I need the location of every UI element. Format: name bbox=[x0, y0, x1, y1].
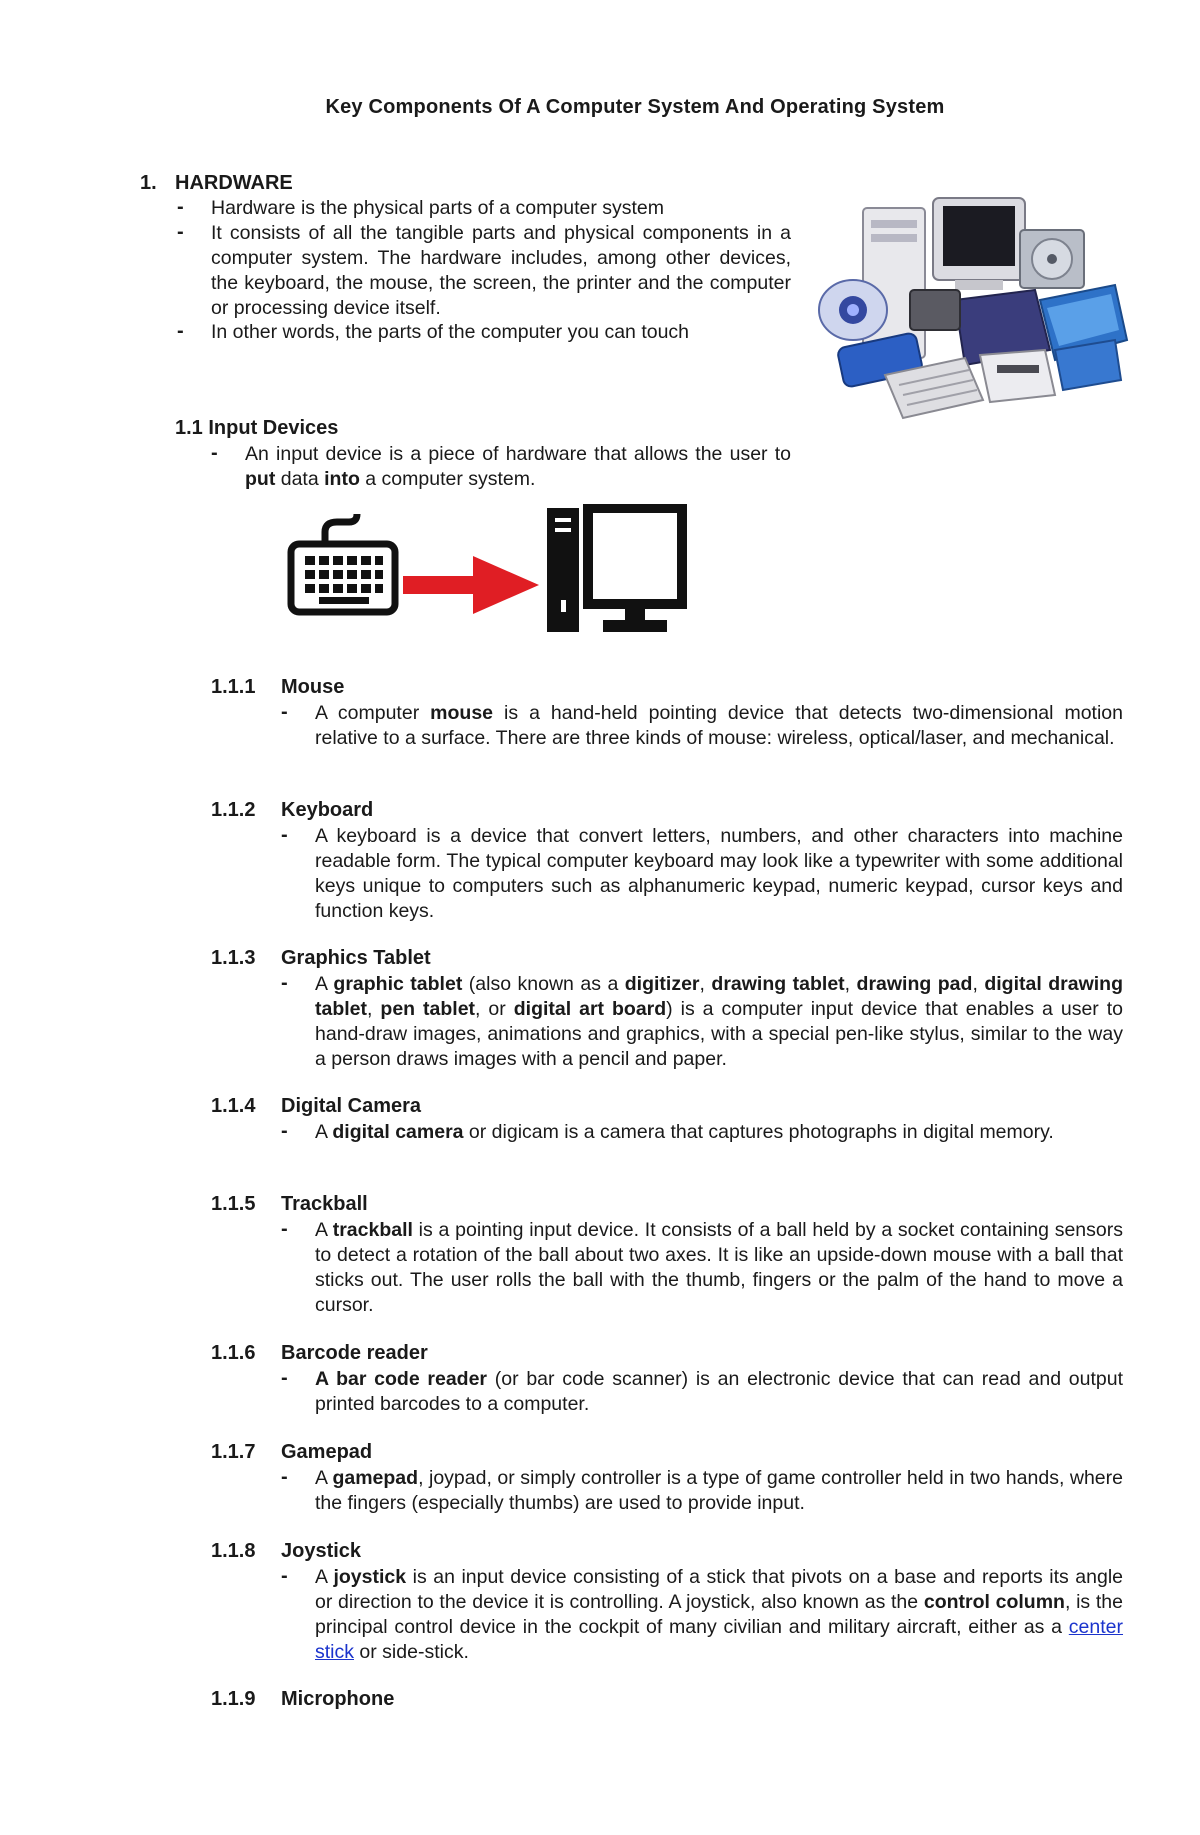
trackball-description: A trackball is a pointing input device. It consists of a ball held by a socket containing sensors to detect a rotation of the ball about two axes. It is like an upside-down mouse with a ball that sticks out. The user rolls the ball with the thumb, fingers or the palm of the hand to move a cursor. bbox=[315, 1219, 1123, 1316]
bullet-dash: - bbox=[177, 221, 184, 243]
bullet-dash: - bbox=[281, 824, 288, 846]
keyboard-icon bbox=[291, 514, 395, 612]
section-number: 1.1.1 bbox=[211, 676, 256, 698]
bullet-dash: - bbox=[177, 196, 184, 218]
digital-camera-description: A digital camera or digicam is a camera that captures photographs in digital memory. bbox=[315, 1121, 1054, 1143]
joystick-heading: Joystick bbox=[281, 1540, 362, 1562]
hardware-number: 1. bbox=[140, 172, 157, 194]
barcode-reader-heading: Barcode reader bbox=[281, 1342, 428, 1364]
hardware-bullet-1: Hardware is the physical parts of a computer system bbox=[211, 197, 665, 219]
mouse-heading: Mouse bbox=[281, 676, 345, 698]
keyboard-description: A keyboard is a device that convert letters, numbers, and other characters into machine readable form. The typical computer keyboard may look like a typewriter with some additional keys unique to computers such as alphanumeric keypad, numeric keypad, cursor keys and function keys. bbox=[315, 825, 1123, 922]
keyboard-heading: Keyboard bbox=[281, 799, 374, 821]
center-stick-link[interactable]: center stick bbox=[315, 1616, 1123, 1663]
section-number: 1.1.7 bbox=[211, 1441, 256, 1463]
joystick-description: A joystick is an input device consisting of a stick that pivots on a base and reports its angle or direction to the device it is controlling. A joystick, also known as the control column, is the principal control device in the cockpit of many civilian and military aircraft, either as a center stick or side-stick. bbox=[315, 1566, 1123, 1663]
section-number: 1.1.2 bbox=[211, 799, 256, 821]
section-number: 1.1.9 bbox=[211, 1688, 256, 1710]
hardware-bullet-3: In other words, the parts of the computer you can touch bbox=[211, 321, 690, 343]
mouse-description: A computer mouse is a hand-held pointing device that detects two-dimensional motion relative to a surface. There are three kinds of mouse: wireless, optical/laser, and mechanical. bbox=[315, 702, 1123, 749]
bullet-dash: - bbox=[177, 320, 184, 342]
desktop-computer-icon bbox=[547, 508, 682, 632]
graphics-tablet-heading: Graphics Tablet bbox=[281, 947, 431, 969]
graphics-tablet-description: A graphic tablet (also known as a digitizer, drawing tablet, drawing pad, digital drawing tablet, pen tablet, or digital art board) is a computer input device that enables a user to hand-draw images, animations and graphics, with a special pen-like stylus, similar to the way a person draws images with a pencil and paper. bbox=[315, 973, 1124, 1070]
section-number: 1.1.4 bbox=[211, 1095, 256, 1117]
gamepad-heading: Gamepad bbox=[281, 1441, 373, 1463]
trackball-heading: Trackball bbox=[281, 1193, 368, 1215]
bullet-dash: - bbox=[281, 1367, 288, 1389]
barcode-reader-description: A bar code reader (or bar code scanner) is an electronic device that can read and output printed barcodes to a computer. bbox=[315, 1368, 1123, 1415]
bullet-dash: - bbox=[281, 972, 288, 994]
hardware-bullet-2: It consists of all the tangible parts and physical components in a computer system. The hardware includes, among other devices, the keyboard, the mouse, the screen, the printer and the computer or processing device itself. bbox=[211, 222, 791, 319]
hardware-heading: HARDWARE bbox=[175, 172, 293, 194]
bullet-dash: - bbox=[211, 442, 218, 464]
bullet-dash: - bbox=[281, 1218, 288, 1240]
red-arrow-icon bbox=[403, 556, 539, 614]
bullet-dash: - bbox=[281, 1466, 288, 1488]
bullet-dash: - bbox=[281, 701, 288, 723]
section-number: 1.1.6 bbox=[211, 1342, 256, 1364]
gamepad-description: A gamepad, joypad, or simply controller is a type of game controller held in two hands, where the fingers (especially thumbs) are used to provide input. bbox=[315, 1467, 1123, 1514]
document-title: Key Components Of A Computer System And Operating System bbox=[325, 96, 945, 118]
bullet-dash: - bbox=[281, 1120, 288, 1142]
input-devices-heading: 1.1 Input Devices bbox=[175, 417, 339, 439]
computer-hardware-collage-image bbox=[815, 190, 1130, 430]
input-devices-description: An input device is a piece of hardware that allows the user to put data into a computer system. bbox=[245, 443, 791, 490]
section-number: 1.1.5 bbox=[211, 1193, 256, 1215]
input-flow-diagram bbox=[285, 504, 690, 634]
microphone-heading: Microphone bbox=[281, 1688, 395, 1710]
bullet-dash: - bbox=[281, 1565, 288, 1587]
section-number: 1.1.3 bbox=[211, 947, 256, 969]
section-number: 1.1.8 bbox=[211, 1540, 256, 1562]
digital-camera-heading: Digital Camera bbox=[281, 1095, 422, 1117]
